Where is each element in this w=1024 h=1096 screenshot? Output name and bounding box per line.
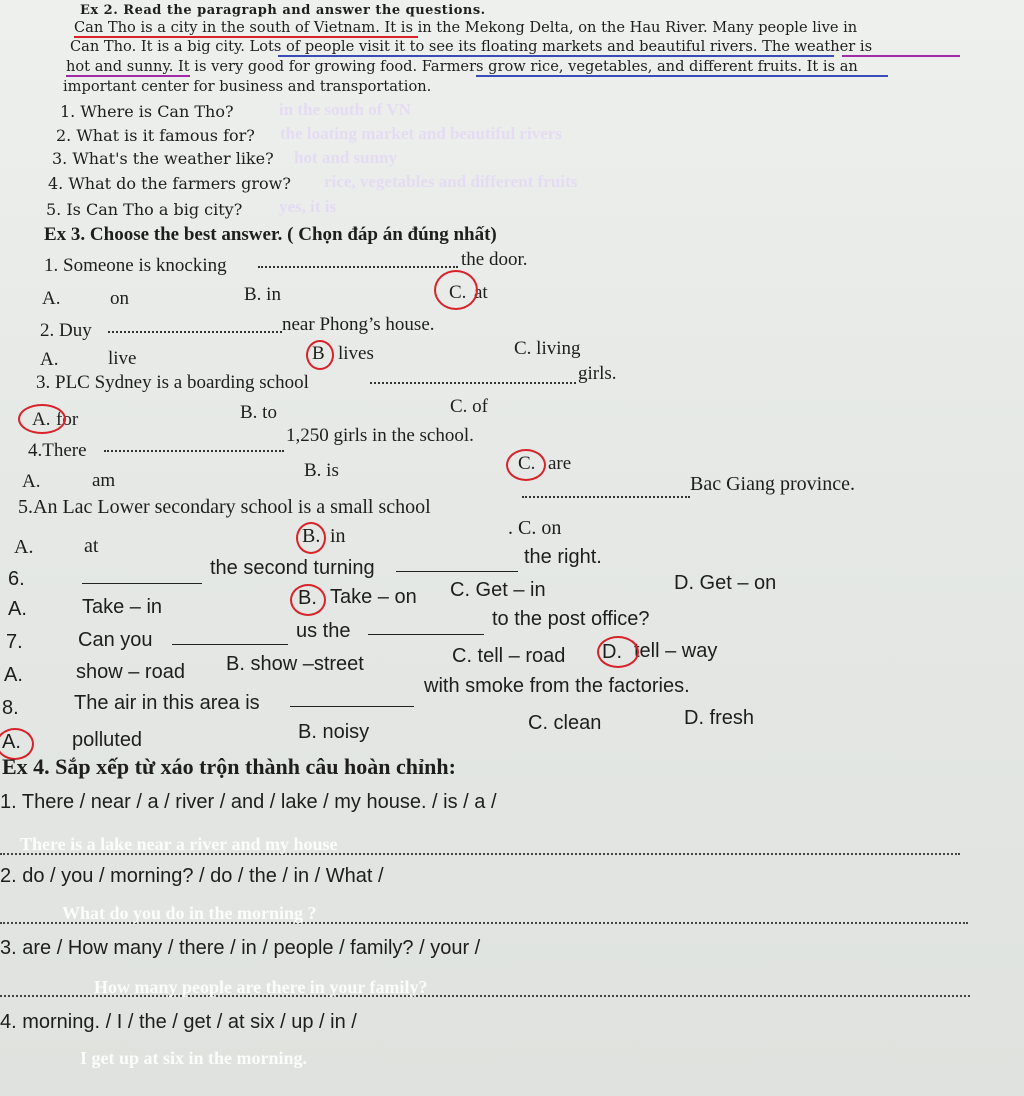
ex3-title: Ex 3. Choose the best answer. ( Chọn đáp án đúng nhất)	[44, 224, 497, 245]
answer-blank	[368, 634, 484, 635]
q2-option-b-text: lives	[338, 343, 374, 364]
q6-option-a: A.	[8, 598, 27, 620]
q2-after: near Phong’s house.	[282, 314, 435, 335]
ex4-answer-4: I get up at six in the morning.	[80, 1048, 308, 1068]
q6-number: 6.	[8, 568, 25, 590]
answer-blank	[396, 571, 518, 572]
q4-option-c-text: are	[548, 453, 572, 474]
paragraph-line-2: Can Tho. It is a big city. Lots of people visit it to see its floating markets and beautiful rivers. The weather is	[70, 38, 873, 55]
q5-stem: 5.An Lac Lower secondary school is a small school	[18, 496, 431, 518]
q6-mid: the second turning	[210, 557, 375, 579]
ex4-title: Ex 4. Sắp xếp từ xáo trộn thành câu hoàn chỉnh:	[2, 754, 456, 779]
answer-circle-mark	[434, 270, 478, 310]
q7-pre: Can you	[78, 629, 153, 651]
ex2-title: Ex 2. Read the paragraph and answer the questions.	[80, 3, 486, 18]
q2-option-a: A.	[40, 349, 59, 370]
q7-option-d-text: tell – way	[634, 640, 718, 662]
q7-option-c: C. tell – road	[452, 645, 566, 667]
answer-circle-mark	[296, 522, 326, 554]
answer-blank	[290, 706, 414, 707]
q6-option-a-text: Take – in	[82, 596, 163, 618]
answer-blank	[172, 644, 288, 645]
answer-circle-mark	[290, 584, 326, 616]
q1-option-c: C.	[449, 282, 467, 303]
ex2-question-3: 3. What's the weather like?	[52, 149, 274, 168]
q4-option-b: B. is	[304, 460, 339, 481]
q2-option-a-text: live	[108, 348, 137, 369]
answer-blank	[522, 496, 690, 498]
ex4-prompt-2: 2. do / you / morning? / do / the / in / What /	[0, 865, 384, 887]
ex4-prompt-3: 3. are / How many / there / in / people / family? / your /	[0, 937, 481, 959]
highlight-underline	[66, 75, 190, 77]
ex2-answer-3: hot and sunny	[294, 148, 398, 167]
q8-pre: The air in this area is	[74, 692, 260, 714]
q6-option-d: D. Get – on	[674, 572, 777, 594]
q7-option-d: D.	[602, 641, 622, 663]
ex2-question-4: 4. What do the farmers grow?	[48, 174, 291, 193]
answer-circle-mark	[306, 340, 334, 370]
q4-option-a-text: am	[92, 470, 116, 491]
ex2-question-2: 2. What is it famous for?	[56, 126, 255, 145]
ex4-prompt-4: 4. morning. / I / the / get / at six / up / in /	[0, 1011, 357, 1033]
q5-option-b-text: in	[330, 525, 346, 547]
ex2-answer-5: yes, it is	[279, 197, 337, 216]
q5-after: Bac Giang province.	[690, 473, 855, 495]
q2-option-c: C. living	[514, 338, 581, 359]
q5-option-a-text: at	[84, 535, 99, 557]
q3-after: girls.	[578, 363, 617, 384]
highlight-underline	[476, 75, 888, 77]
answer-blank	[370, 382, 576, 384]
ex2-question-5: 5. Is Can Tho a big city?	[46, 200, 243, 219]
q6-option-b: B.	[298, 587, 317, 609]
q4-stem: 4.There	[28, 440, 87, 461]
ex4-answer-3: How many people are there in your family?	[94, 977, 428, 997]
q1-option-a: A.	[42, 288, 61, 309]
q8-option-a: A.	[2, 731, 21, 753]
q2-stem: 2. Duy	[40, 320, 92, 341]
q7-option-b: B. show –street	[226, 653, 364, 675]
answer-circle-mark	[597, 636, 639, 668]
q1-option-b: B. in	[244, 284, 281, 305]
q3-option-a: A.	[32, 409, 51, 430]
q3-option-a-text: for	[56, 409, 79, 430]
highlight-underline	[842, 55, 960, 57]
ex2-question-1: 1. Where is Can Tho?	[60, 102, 234, 121]
q7-after: to the post office?	[492, 608, 650, 630]
q7-mid: us the	[296, 620, 351, 642]
q8-option-a-text: polluted	[72, 729, 143, 751]
q7-option-a: A.	[4, 664, 23, 686]
ex4-prompt-1: 1. There / near / a / river / and / lake / my house. / is / a /	[0, 791, 497, 813]
q6-after: the right.	[524, 546, 602, 568]
q2-option-b: B	[312, 343, 325, 364]
q8-option-b: B. noisy	[298, 721, 370, 743]
q1-after: the door.	[461, 249, 528, 270]
q1-option-c-text: at	[474, 282, 488, 303]
q1-stem: 1. Someone is knocking	[44, 255, 227, 276]
q6-option-b-text: Take – on	[330, 586, 417, 608]
q6-option-c: C. Get – in	[450, 579, 546, 601]
q3-option-c: C. of	[450, 396, 488, 417]
answer-blank	[82, 583, 202, 584]
q5-option-b: B.	[302, 525, 321, 547]
ex2-answer-4: rice, vegetables and different fruits	[324, 172, 578, 191]
q5-option-c: . C. on	[508, 517, 562, 539]
q1-option-a-text: on	[110, 288, 129, 309]
answer-circle-mark	[506, 449, 546, 481]
answer-blank	[258, 266, 458, 268]
q8-after: with smoke from the factories.	[424, 675, 690, 697]
q4-option-a: A.	[22, 471, 41, 492]
paragraph-line-4: important center for business and transportation.	[63, 78, 432, 95]
q8-option-c: C. clean	[528, 712, 602, 734]
q8-number: 8.	[2, 697, 19, 719]
ex4-answer-1: There is a lake near a river and my house	[20, 834, 338, 854]
highlight-underline	[74, 36, 418, 38]
highlight-underline	[278, 55, 834, 57]
q7-option-a-text: show – road	[76, 661, 185, 683]
q5-option-a: A.	[14, 536, 34, 558]
q3-stem: 3. PLC Sydney is a boarding school	[36, 372, 309, 393]
q7-number: 7.	[6, 631, 23, 653]
answer-blank	[108, 331, 282, 333]
paragraph-line-3: hot and sunny. It is very good for growing food. Farmers grow rice, vegetables, and different fruits. It is an	[66, 58, 858, 75]
ex2-answer-2: the loating market and beautiful rivers	[280, 124, 562, 143]
ex2-answer-1: in the south of VN	[279, 100, 411, 119]
q4-after: 1,250 girls in the school.	[286, 425, 474, 446]
answer-circle-mark	[18, 404, 66, 434]
paragraph-line-1: Can Tho is a city in the south of Vietnam. It is in the Mekong Delta, on the Hau River. Many people live in	[74, 19, 858, 36]
answer-blank	[104, 450, 284, 452]
q3-option-b: B. to	[240, 402, 277, 423]
q4-option-c: C.	[518, 453, 536, 474]
ex4-answer-2: What do you do in the morning ?	[62, 903, 317, 923]
q8-option-d: D. fresh	[684, 707, 755, 729]
